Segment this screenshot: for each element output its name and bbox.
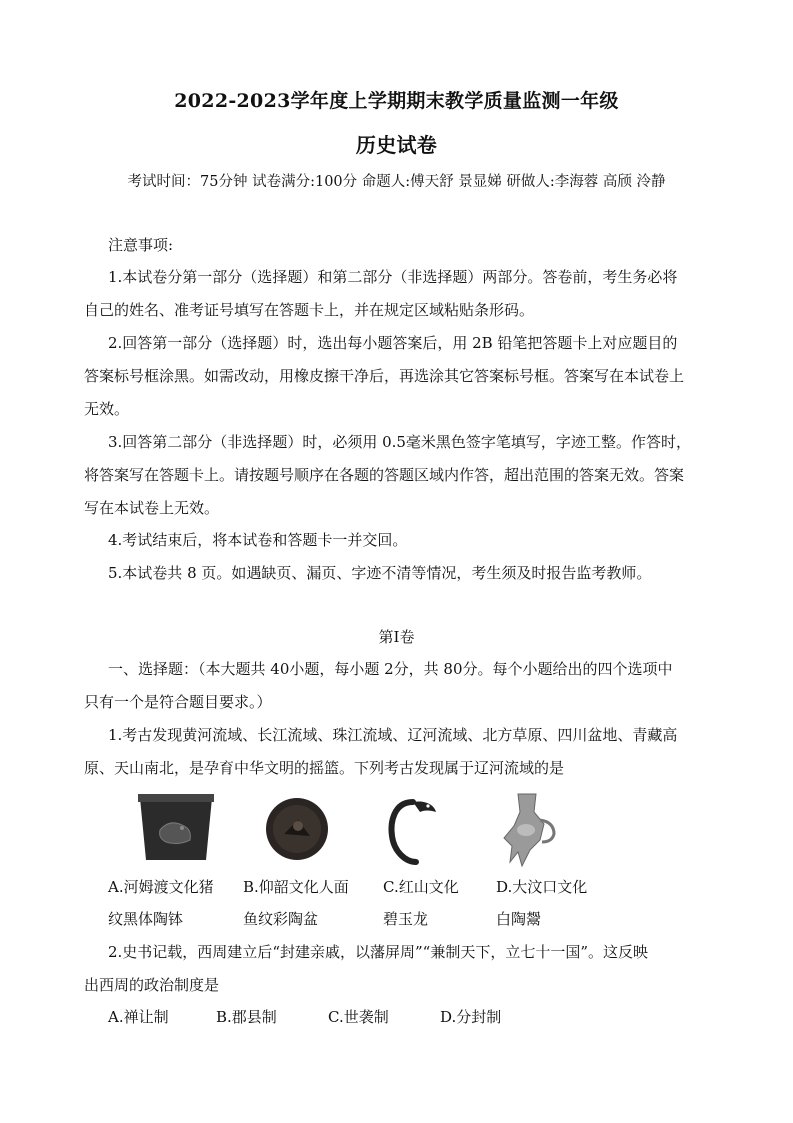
question-1-text: 1.考古发现黄河流域、长江流域、珠江流域、辽河流域、北方草原、四川盆地、青藏高 <box>108 726 678 744</box>
pottery-bowl-image <box>136 792 216 864</box>
q1-option-d: D.大汶口文化 <box>496 878 588 896</box>
notice-heading: 注意事项: <box>108 236 174 254</box>
q2-option-c: C.世袭制 <box>328 1008 389 1026</box>
q2-option-a: A.禅让制 <box>108 1008 169 1026</box>
painted-basin-image <box>264 796 330 862</box>
notice-line: 4.考试结束后，将本试卷和答题卡一并交回。 <box>108 531 408 549</box>
q2-option-b: B.郡县制 <box>216 1008 277 1026</box>
q2-option-d: D.分封制 <box>440 1008 502 1026</box>
section-intro: 只有一个是符合题目要求。） <box>84 693 272 711</box>
question-2-text: 2.史书记载，西周建立后“封建亲戚，以藩屏周”“兼制天下，立七十一国”。这反映 <box>108 943 648 961</box>
q1-option-d-cont: 白陶鬶 <box>496 910 542 928</box>
exam-subtitle: 历史试卷 <box>355 133 438 157</box>
notice-line: 自己的姓名、准考证号填写在答题卡上，并在规定区域粘贴条形码。 <box>84 301 535 319</box>
notice-line: 写在本试卷上无效。 <box>84 499 220 517</box>
notice-line: 无效。 <box>84 400 130 418</box>
q1-option-c-cont: 碧玉龙 <box>383 910 429 928</box>
section-intro: 一、选择题：（本大题共 40小题，每小题 2分，共 80分。每个小题给出的四个选项中 <box>108 660 673 678</box>
artifact-images <box>0 788 793 874</box>
notice-line: 答案标号框涂黑。如需改动，用橡皮擦干净后，再选涂其它答案标号框。答案写在本试卷上 <box>84 367 685 385</box>
q1-option-a-cont: 纹黑体陶钵 <box>108 910 184 928</box>
exam-info: 考试时间：75分钟 试卷满分:100分 命题人:傅天舒 景显娣 研做人:李海蓉 高颀 泠静 <box>127 174 666 190</box>
notice-line: 将答案写在答题卡上。请按题号顺序在各题的答题区域内作答，超出范围的答案无效。答案 <box>84 466 685 484</box>
q1-option-a: A.河姆渡文化猪 <box>108 878 214 896</box>
notice-line: 5.本试卷共 8 页。如遇缺页、漏页、字迹不清等情况，考生须及时报告监考教师。 <box>108 564 652 582</box>
q1-option-b-cont: 鱼纹彩陶盆 <box>243 910 319 928</box>
question-2-text: 出西周的政治制度是 <box>84 976 220 994</box>
notice-line: 1.本试卷分第一部分（选择题）和第二部分（非选择题）两部分。答卷前，考生务必将 <box>108 268 678 286</box>
section-title: 第Ⅰ卷 <box>378 628 415 646</box>
white-pottery-gui-image <box>500 790 560 868</box>
exam-title: 2022-2023学年度上学期期末教学质量监测一年级 <box>174 90 619 112</box>
notice-line: 3.回答第二部分（非选择题）时，必须用 0.5毫米黑色签字笔填写，字迹工整。作答时， <box>108 433 691 451</box>
q1-option-b: B.仰韶文化人面 <box>243 878 349 896</box>
jade-dragon-image <box>384 792 442 866</box>
question-1-text: 原、天山南北，是孕育中华文明的摇篮。下列考古发现属于辽河流域的是 <box>84 759 565 777</box>
q1-option-c: C.红山文化 <box>383 878 459 896</box>
notice-line: 2.回答第一部分（选择题）时，选出每小题答案后，用 2B 铅笔把答题卡上对应题目的 <box>108 334 678 352</box>
